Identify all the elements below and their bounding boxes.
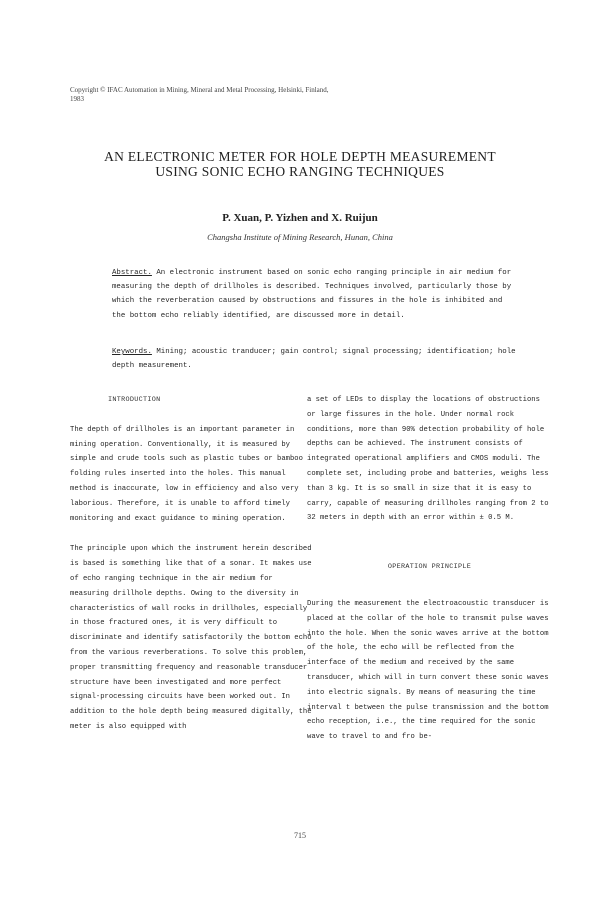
keywords [112, 345, 517, 373]
operation-paragraph: During the measurement the electroacoustic transducer is placed at the collar of the hole to transmit pulse waves into the hole. When the sonic waves arrive at the bottom of the hole, the echo will be reflected from the interface of the medium and received by the same transducer, which will in turn convert these sonic waves into electric signals. By means of measuring the time interval t between the pulse transmission and the bottom echo reception, i.e., the time required for the sonic wave to travel to and fro be- [307, 599, 549, 742]
keywords-label: Keywords. [112, 348, 152, 356]
right-column [307, 393, 552, 745]
abstract-text: An electronic instrument based on sonic echo ranging principle in air medium for measuring the depth of drillholes is described. Techniques involved, particularly those by which the reverberation caused by obstructions and fissures in the hole is inhibited and the bottom echo reliably identified, are discussed more in detail. [112, 269, 512, 320]
authors: P. Xuan, P. Yizhen and X. Ruijun [222, 212, 378, 224]
abstract [112, 266, 517, 323]
copyright-notice: Copyright © IFAC Automation in Mining, Mineral and Metal Processing, Helsinki, Finland, 1983 [70, 86, 329, 103]
affiliation: Changsha Institute of Mining Research, Hunan, China [207, 232, 393, 242]
section-heading-operation-principle: OPERATION PRINCIPLE [387, 563, 472, 572]
keywords-text: Mining; acoustic tranducer; gain control; signal processing; identification; hole depth measurement. [112, 348, 516, 371]
right-paragraph-1: a set of LEDs to display the locations of obstructions or large fissures in the hole. Under normal rock conditions, more than 90% detection probability of hole depths can be achieved. The instrument consists of integrated operational amplifiers and CMOS moduli. The complete set, including probe and batteries, weighs less than 3 kg. It is so small in size that it is easy to carry, capable of measuring drillholes ranging from 2 to 32 meters in depth with an error within ± 0.5 M. [307, 396, 549, 523]
paper-title: AN ELECTRONIC METER FOR HOLE DEPTH MEASUREMENT USING SONIC ECHO RANGING TECHNIQUES [104, 149, 496, 179]
abstract-label: Abstract. [112, 269, 152, 277]
page-number: 715 [294, 831, 306, 840]
intro-paragraph-1: The depth of drillholes is an important parameter in mining operation. Conventionally, it is measured by simple and crude tools such as plastic tubes or bamboo folding rules inserted into the holes. This manual method is inaccurate, low in efficiency and also very laborious. Therefore, it is unable to afford timely monitoring and exact guidance to mining operation. [70, 425, 303, 523]
intro-paragraph-2: The principle upon which the instrument herein described is based is something like that of a sonar. It makes use of echo ranging technique in the air medium for measuring drillhole depths. Owing to the diversity in characteristics of wall rocks in drillholes, especially in those fractured ones, it is very difficult to discriminate and identify satisfactorily the bottom echo from the various reverberations. To solve this problem, proper transmitting frequency and reasonable transducer structure have been investigated and more perfect signal-processing circuits have been worked out. In addition to the hole depth being measured digitally, the meter is also equipped with [70, 545, 312, 731]
section-heading-introduction: INTRODUCTION [108, 396, 161, 404]
left-column [70, 393, 315, 735]
